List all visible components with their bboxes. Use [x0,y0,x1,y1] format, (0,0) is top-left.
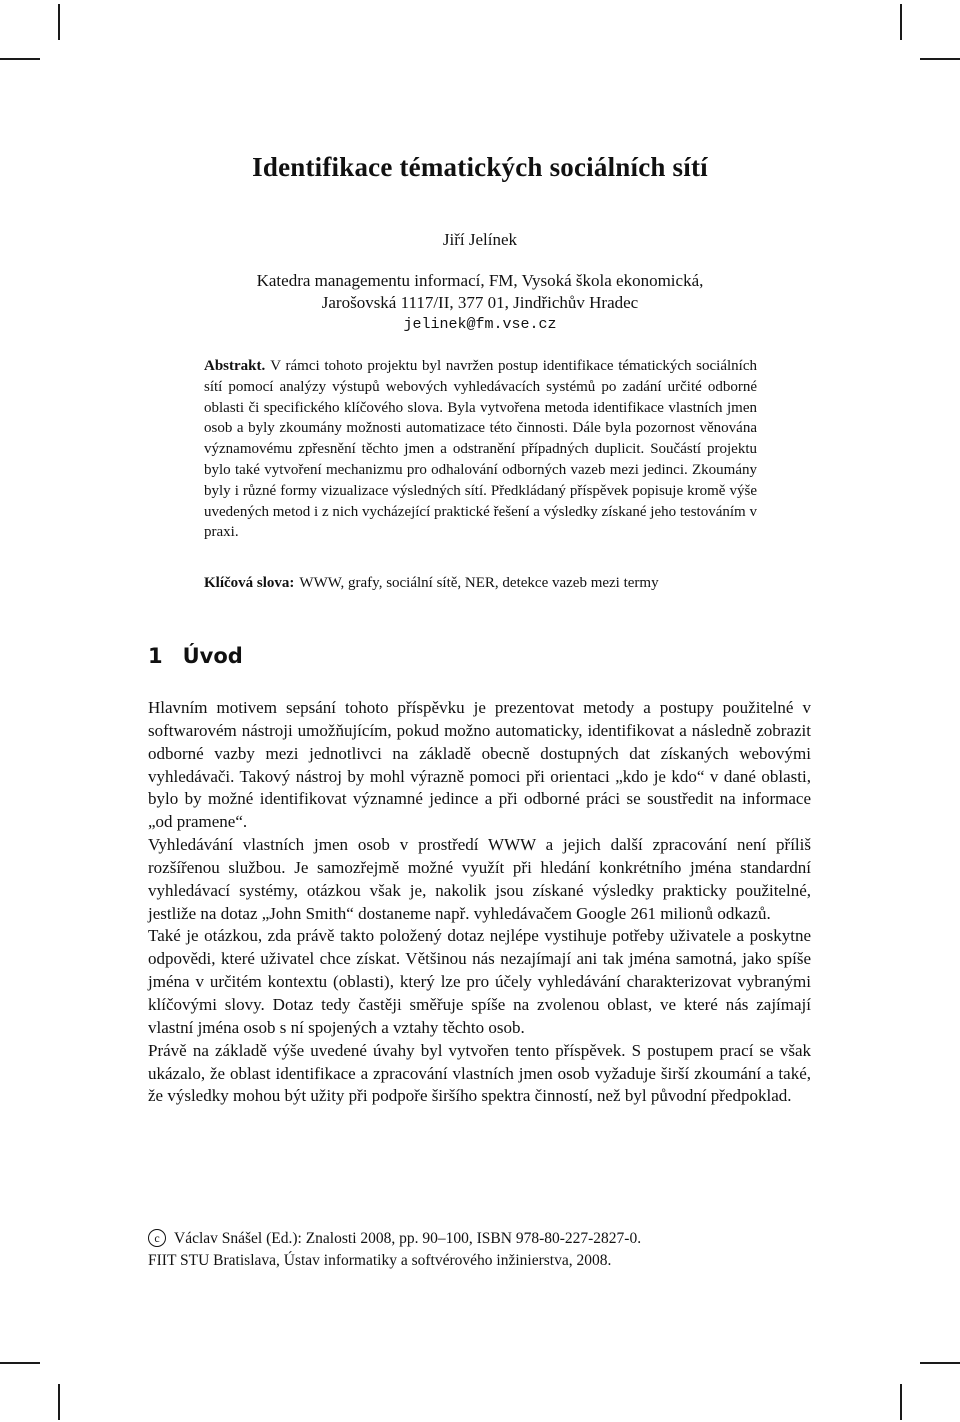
paragraph-4: Právě na základě výše uvedené úvahy byl vytvořen tento příspěvek. S postupem prací se však ukázalo, že oblast identifikace a zpracování vlastních jmen osob vyžaduje širší zkoumání a také, že výsledky mohou být užity při podpoře širšího spektra činností, než byl původní předpoklad. [148,1040,811,1106]
keywords [204,575,764,592]
section-number: 1 [148,644,163,668]
paper-title: Identifikace tématických sociálních sítí [252,152,708,182]
section-title: Úvod [182,644,243,668]
paragraph-1: Hlavním motivem sepsání tohoto příspěvku je prezentovat metody a postupy použitelné v softwarovém nástroji umožňujícím, pokud možno automaticky, identifikovat a následně zobrazit odborné vazby mezi jednotlivci na základě obecně dostupných dat získaných webovými vyhledávači. Takový nástroj by mohl výrazně pomoci při orientaci „kdo je kdo“ v dané oblasti, bylo by možné identifikovat významné jedince a při odborné práci se soustředit na informace „od pramene“. [148,698,811,832]
crop-mark-bottom-right-h [920,1362,960,1364]
abstract-text: V rámci tohoto projektu byl navržen postup identifikace tématických sociálních sítí pomocí analýzy výstupů webových vyhledávacích systémů po zadání určité odborné oblasti či specifického klíčového slova. Byla vytvořena metoda identifikace vlastních jmen osob a byly zkoumány možnosti automatizace této činnosti. Dále byla pozornost věnována významovému zpřesnění těchto jmen a odstranění případných duplicit. Součástí projektu bylo také vytvoření mechanizmu pro odhalování odborných vazeb mezi jedinci. Zkoumány byly i různé formy vizualizace výsledných sítí. Předkládaný příspěvek popisuje kromě výše uvedených metod i z nich vycházející praktické řešení a výsledky získané jeho testováním v praxi. [204,358,757,541]
author-name: Jiří Jelínek [442,230,518,249]
affiliation-line-1: Katedra managementu informací, FM, Vysoká škola ekonomická, [256,271,704,290]
footer [148,1228,848,1272]
keywords-label: Klíčová slova: [204,575,295,591]
keywords-text: WWW, grafy, sociální sítě, NER, detekce vazeb mezi termy [299,575,659,591]
abstract [204,356,757,543]
crop-mark-top-right [900,4,902,40]
footer-line-2: FIIT STU Bratislava, Ústav informatiky a softvérového inžinierstva, 2008. [148,1252,612,1269]
crop-mark-top-left [58,4,60,40]
footer-line-1 [148,1228,848,1250]
paragraph-2: Vyhledávání vlastních jmen osob v prostředí WWW a jejich další zpracování není příliš rozšířenou službou. Je samozřejmě možné využít při hledání konkrétního jména standardní vyhledávací systémy, otázkou však je, nakolik jsou získané výsledky prakticky použitelné, jestliže na dotaz „John Smith“ dostaneme např. vyhledávačem Google 261 milionů odkazů. [148,835,811,923]
crop-mark-bottom-left-h [0,1362,40,1364]
abstract-label: Abstrakt. [204,358,266,374]
crop-mark-top-right-h [920,58,960,60]
crop-mark-bottom-left [58,1384,60,1420]
affiliation-line-2: Jarošovská 1117/II, 377 01, Jindřichův Hradec [321,293,639,312]
section-heading [148,644,243,668]
crop-mark-top-left-h [0,58,40,60]
paragraph-3: Také je otázkou, zda právě takto položený dotaz nejlépe vystihuje potřeby uživatele a poskytne odpovědi, které uživatel chce získat. Většinou nás nezajímají ani tak jména samotná, jako spíše jména v určitém kontextu (oblasti), který lze pro účely vyhledávání charakterizovat vybranými klíčovými slovy. Dotaz tedy častěji směřuje spíše na zvolenou oblast, ve které nás zajímají vlastní jména osob s ní spojených a vztahy těchto osob. [148,926,811,1037]
affiliation [0,270,960,336]
copyright-icon: c [148,1229,166,1247]
section-body [148,697,811,1108]
author-email: jelinek@fm.vse.cz [403,316,557,333]
footer-citation: Václav Snášel (Ed.): Znalosti 2008, pp. 90–100, ISBN 978-80-227-2827-0. [174,1230,642,1247]
crop-mark-bottom-right [900,1384,902,1420]
